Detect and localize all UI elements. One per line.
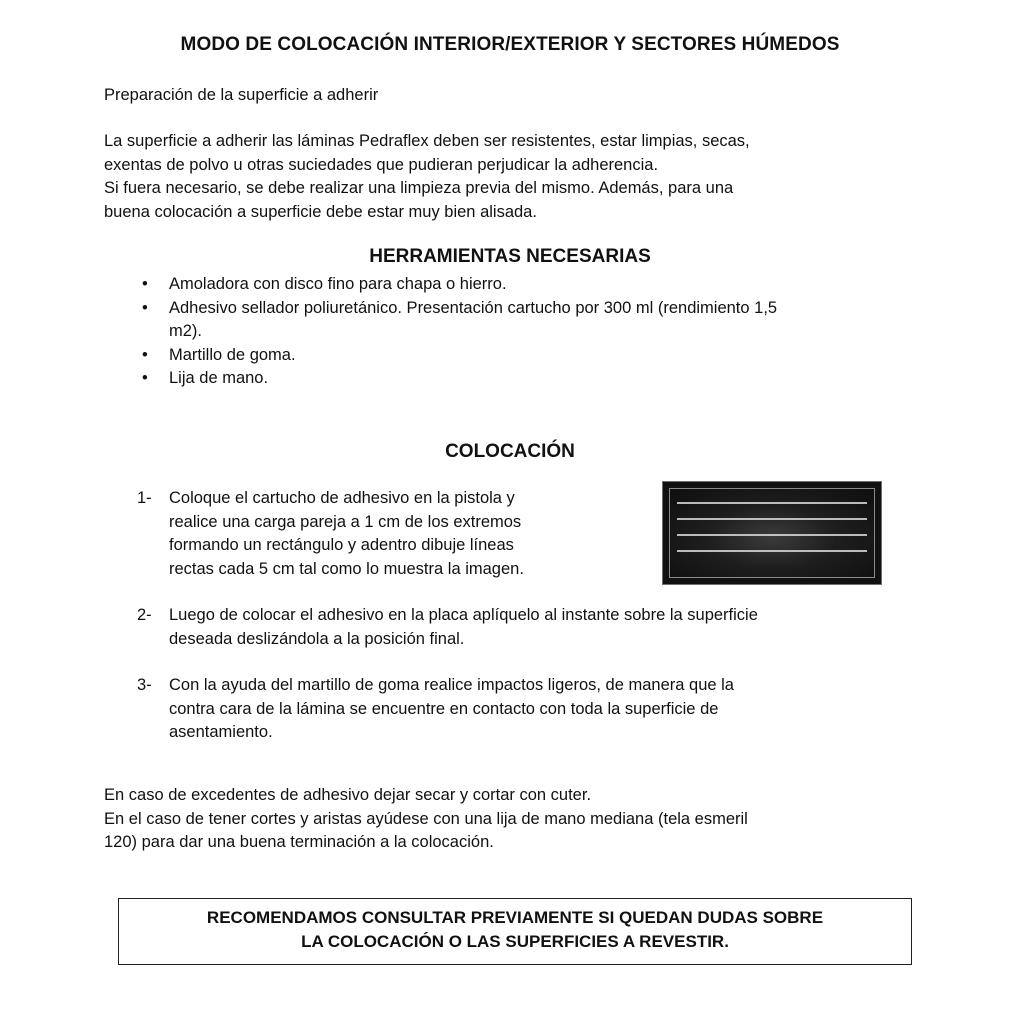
step-line: contra cara de la lámina se encuentre en contacto con toda la superficie de xyxy=(169,699,719,718)
step-line: asentamiento. xyxy=(169,723,273,741)
step-line: Con la ayuda del martillo de goma realice impactos ligeros, de manera que la xyxy=(169,676,734,694)
finishing-paragraph xyxy=(104,784,924,855)
list-item: • Adhesivo sellador poliuretánico. Presentación cartucho por 300 ml (rendimiento 1,5 xyxy=(104,297,934,321)
step-line: rectas cada 5 cm tal como lo muestra la imagen. xyxy=(169,559,524,578)
recommendation-line: LA COLOCACIÓN O LAS SUPERFICIES A REVESTIR. xyxy=(301,932,729,951)
adhesive-line xyxy=(677,534,867,536)
tools-list xyxy=(104,273,934,391)
bullet-icon: • xyxy=(142,275,148,293)
step-number: 2- xyxy=(137,606,152,624)
preparation-paragraph xyxy=(104,130,924,224)
adhesive-line xyxy=(677,502,867,504)
preparation-heading: Preparación de la superficie a adherir xyxy=(104,86,379,104)
list-item-continuation: m2). xyxy=(169,322,202,340)
bullet-icon: • xyxy=(142,369,148,387)
recommendation-box xyxy=(118,898,912,965)
step-number: 1- xyxy=(137,489,152,507)
finishing-line: 120) para dar una buena terminación a la colocación. xyxy=(104,833,494,851)
step-line: Coloque el cartucho de adhesivo en la pistola y xyxy=(169,489,515,507)
tools-heading: HERRAMIENTAS NECESARIAS xyxy=(369,246,651,267)
adhesive-pattern-image xyxy=(662,481,882,585)
adhesive-line xyxy=(677,550,867,552)
step-line: realice una carga pareja a 1 cm de los extremos xyxy=(169,512,522,531)
preparation-line: buena colocación a superficie debe estar muy bien alisada. xyxy=(104,202,537,221)
finishing-line: En el caso de tener cortes y aristas ayúdese con una lija de mano mediana (tela esmeril xyxy=(104,809,748,828)
recommendation-line: RECOMENDAMOS CONSULTAR PREVIAMENTE SI QUEDAN DUDAS SOBRE xyxy=(206,908,824,927)
preparation-line: La superficie a adherir las láminas Pedraflex deben ser resistentes, estar limpias, secas, xyxy=(104,132,750,150)
list-item: • Martillo de goma. xyxy=(104,344,934,368)
preparation-line: exentas de polvo u otras suciedades que pudieran perjudicar la adherencia. xyxy=(104,155,659,174)
bullet-icon: • xyxy=(142,298,148,317)
bullet-icon: • xyxy=(142,345,148,364)
list-item: • Amoladora con disco fino para chapa o hierro. xyxy=(104,273,934,297)
adhesive-line xyxy=(677,518,867,520)
step-number: 3- xyxy=(137,676,152,694)
list-item: • Lija de mano. xyxy=(104,367,934,391)
preparation-line: Si fuera necesario, se debe realizar una limpieza previa del mismo. Además, para una xyxy=(104,179,734,197)
step-line: Luego de colocar el adhesivo en la placa aplíquelo al instante sobre la superficie xyxy=(169,606,758,624)
document-title: MODO DE COLOCACIÓN INTERIOR/EXTERIOR Y SECTORES HÚMEDOS xyxy=(180,34,840,55)
step-line: deseada deslizándola a la posición final. xyxy=(169,629,465,648)
finishing-line: En caso de excedentes de adhesivo dejar secar y cortar con cuter. xyxy=(104,786,592,804)
step-line: formando un rectángulo y adentro dibuje líneas xyxy=(169,536,514,554)
placement-heading: COLOCACIÓN xyxy=(445,441,575,462)
